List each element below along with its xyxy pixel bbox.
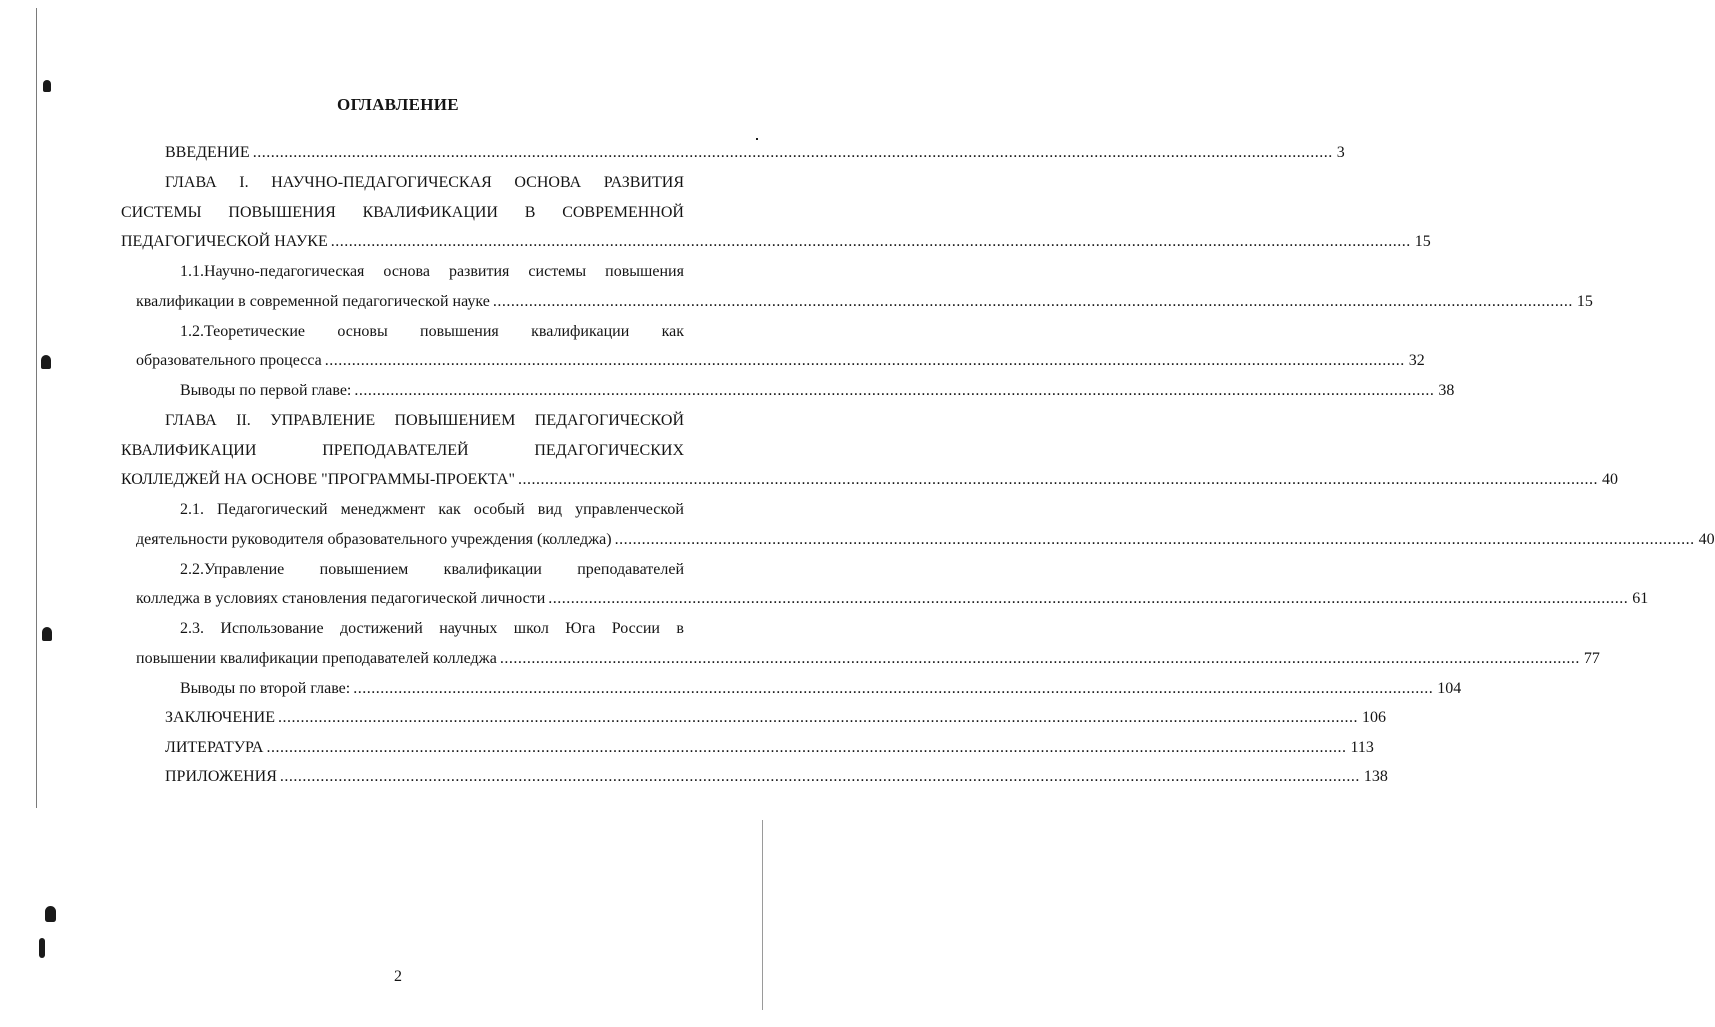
word: РАЗВИТИЯ (603, 174, 684, 191)
scan-mark (43, 80, 51, 92)
dot-leader (354, 381, 1434, 401)
toc-page-number: 15 (1414, 233, 1431, 250)
scan-edge-line (36, 8, 37, 808)
word: В (524, 204, 536, 221)
word: основа (383, 263, 430, 280)
toc-page-number: 61 (1632, 590, 1649, 607)
toc-entry-conclusions-2[interactable] (180, 679, 1462, 699)
word: 1.1.Научно-педагогическая (180, 263, 365, 280)
word: СОВРЕМЕННОЙ (562, 204, 684, 221)
toc-page-number: 113 (1350, 739, 1374, 756)
dot-leader (280, 767, 1360, 787)
toc-page-number: 104 (1437, 680, 1462, 697)
dot-leader (331, 232, 1411, 252)
toc-entry-conclusion[interactable] (165, 708, 1386, 728)
toc-page-number: 77 (1583, 650, 1600, 667)
toc-page-number: 106 (1361, 709, 1386, 726)
toc-section-1-2-line1[interactable] (180, 322, 684, 342)
toc-page-number: 32 (1408, 352, 1425, 369)
word: ОСНОВА (514, 174, 582, 191)
word: менеджмент (340, 501, 426, 518)
scan-mark (42, 627, 52, 641)
dot-leader (518, 470, 1598, 490)
word: как (661, 323, 684, 340)
toc-section-1-2-line2[interactable] (136, 351, 1425, 371)
word: в (676, 620, 684, 637)
toc-entry-title: колледжа в условиях становления педагогической личности (136, 590, 546, 607)
word: СИСТЕМЫ (121, 204, 202, 221)
word: ПЕДАГОГИЧЕСКОЙ (534, 412, 684, 429)
toc-entry-literature[interactable] (165, 738, 1374, 758)
toc-entry-intro[interactable] (165, 143, 1345, 163)
toc-entry-title: квалификации в современной педагогической науке (136, 293, 490, 310)
word: Использование (220, 620, 324, 637)
toc-chapter2-line1[interactable] (165, 411, 684, 431)
dot-leader (253, 143, 1333, 163)
scan-mark (39, 938, 45, 958)
word: школ (513, 620, 549, 637)
toc-entry-title: ПЕДАГОГИЧЕСКОЙ НАУКЕ (121, 233, 328, 250)
toc-entry-conclusions-1[interactable] (180, 381, 1455, 401)
dot-leader (278, 708, 1358, 728)
word: ПРЕПОДАВАТЕЛЕЙ (322, 442, 469, 459)
toc-section-1-1-line1[interactable] (180, 262, 684, 282)
toc-entry-title: ЗАКЛЮЧЕНИЕ (165, 709, 275, 726)
word: ПЕДАГОГИЧЕСКИХ (534, 442, 684, 459)
word: Юга (565, 620, 596, 637)
dot-leader (548, 589, 1628, 609)
toc-entry-title: ПРИЛОЖЕНИЯ (165, 768, 277, 785)
word: России (611, 620, 660, 637)
toc-section-2-2-line2[interactable] (136, 589, 1649, 609)
word: системы (528, 263, 587, 280)
word: повышения (420, 323, 499, 340)
word: квалификации (443, 561, 542, 578)
page-title: ОГЛАВЛЕНИЕ (337, 95, 459, 115)
toc-chapter2-line2[interactable] (121, 441, 684, 461)
toc-page-number: 15 (1576, 293, 1593, 310)
toc-section-2-1-line2[interactable] (136, 530, 1715, 550)
toc-section-1-1-line2[interactable] (136, 292, 1593, 312)
word: I. (239, 174, 249, 191)
toc-section-2-3-line1[interactable] (180, 619, 684, 639)
toc-entry-title: деятельности руководителя образовательного учреждения (колледжа) (136, 531, 612, 548)
dot-leader (266, 738, 1346, 758)
dot-leader (615, 530, 1695, 550)
scan-mark (41, 355, 51, 369)
toc-entry-title: повышении квалификации преподавателей колледжа (136, 650, 497, 667)
word: развития (448, 263, 510, 280)
word: научных (439, 620, 498, 637)
toc-chapter1-line3[interactable] (121, 232, 1431, 252)
word: преподавателей (577, 561, 684, 578)
word: вид (537, 501, 563, 518)
word: Педагогический (217, 501, 328, 518)
toc-page-number: 40 (1698, 531, 1715, 548)
scan-speck (756, 138, 758, 140)
toc-chapter1-line1[interactable] (165, 173, 684, 193)
word: как (438, 501, 461, 518)
toc-page-number: 3 (1336, 144, 1345, 161)
toc-entry-title: КОЛЛЕДЖЕЙ НА ОСНОВЕ "ПРОГРАММЫ-ПРОЕКТА" (121, 471, 516, 488)
toc-page-number: 40 (1602, 471, 1619, 488)
toc-page-number: 38 (1438, 382, 1455, 399)
word: достижений (339, 620, 423, 637)
word: основы (337, 323, 388, 340)
toc-section-2-2-line1[interactable] (180, 560, 684, 580)
word: повышения (605, 263, 684, 280)
toc-entry-title: Выводы по первой главе: (180, 382, 352, 399)
toc-chapter1-line2[interactable] (121, 203, 684, 223)
toc-entry-title: образовательного процесса (136, 352, 322, 369)
word: 1.2.Теоретические (180, 323, 306, 340)
toc-section-2-3-line2[interactable] (136, 649, 1600, 669)
word: 2.2.Управление (180, 561, 285, 578)
toc-page-number: 138 (1363, 768, 1388, 785)
toc-entry-title: Выводы по второй главе: (180, 680, 351, 697)
word: ПОВЫШЕНИЯ (228, 204, 336, 221)
toc-section-2-1-line1[interactable] (180, 500, 684, 520)
page-number: 2 (394, 968, 402, 985)
word: 2.1. (180, 501, 204, 518)
toc-entry-appendices[interactable] (165, 767, 1388, 787)
word: управленческой (575, 501, 684, 518)
word: КВАЛИФИКАЦИИ (121, 442, 257, 459)
word: особый (473, 501, 525, 518)
word: 2.3. (180, 620, 204, 637)
word: квалификации (531, 323, 630, 340)
dot-leader (325, 351, 1405, 371)
dot-leader (493, 292, 1573, 312)
toc-entry-title: ЛИТЕРАТУРА (165, 739, 264, 756)
toc-entry-title: ВВЕДЕНИЕ (165, 144, 250, 161)
word: повышением (319, 561, 409, 578)
word: ГЛАВА (165, 412, 217, 429)
word: II. (236, 412, 251, 429)
word: УПРАВЛЕНИЕ (270, 412, 376, 429)
word: ПОВЫШЕНИЕМ (394, 412, 516, 429)
dot-leader (500, 649, 1580, 669)
word: ГЛАВА (165, 174, 217, 191)
word: НАУЧНО-ПЕДАГОГИЧЕСКАЯ (271, 174, 492, 191)
word: КВАЛИФИКАЦИИ (362, 204, 498, 221)
dot-leader (353, 679, 1433, 699)
toc-chapter2-line3[interactable] (121, 470, 1619, 490)
scan-mark (45, 906, 56, 922)
